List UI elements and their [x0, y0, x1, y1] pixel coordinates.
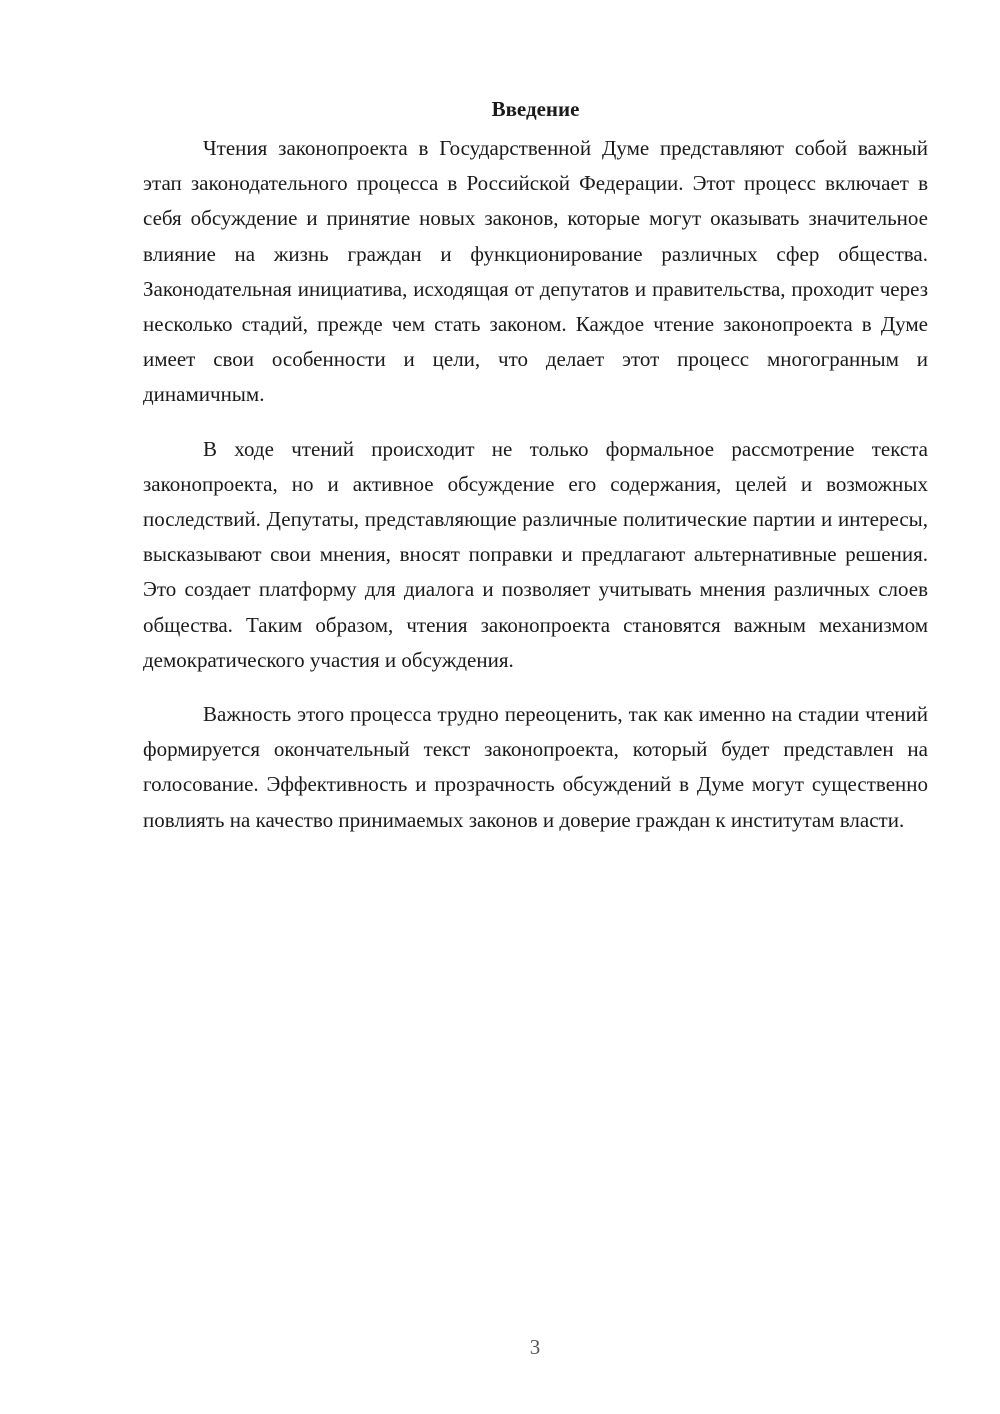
page-content: [143, 92, 928, 857]
paragraph-3: Важность этого процесса трудно переоценить, так как именно на стадии чтений формируется окончательный текст законопроекта, который будет представлен на голосование. Эффективность и прозрачность обсуждений в Думе могут существенно повлиять на качество принимаемых законов и доверие граждан к институтам власти.: [143, 702, 928, 832]
page-number: 3: [529, 1335, 541, 1359]
paragraph-1: Чтения законопроекта в Государственной Думе представляют собой важный этап законодательного процесса в Российской Федерации. Этот процесс включает в себя обсуждение и принятие новых законов, которые могут оказывать значительное влияние на жизнь граждан и функционирование различных сфер общества. Законодательная инициатива, исходящая от депутатов и правительства, проходит через несколько стадий, прежде чем стать законом. Каждое чтение законопроекта в Думе имеет свои особенности и цели, что делает этот процесс многогранным и динамичным.: [143, 136, 928, 407]
paragraph-2: В ходе чтений происходит не только формальное рассмотрение текста законопроекта, но и активное обсуждение его содержания, целей и возможных последствий. Депутаты, представляющие различные политические партии и интересы, высказывают свои мнения, вносят поправки и предлагают альтернативные решения. Это создает платформу для диалога и позволяет учитывать мнения различных слоев общества. Таким образом, чтения законопроекта становятся важным механизмом демократического участия и обсуждения.: [143, 436, 928, 672]
section-heading: Введение: [491, 97, 580, 121]
